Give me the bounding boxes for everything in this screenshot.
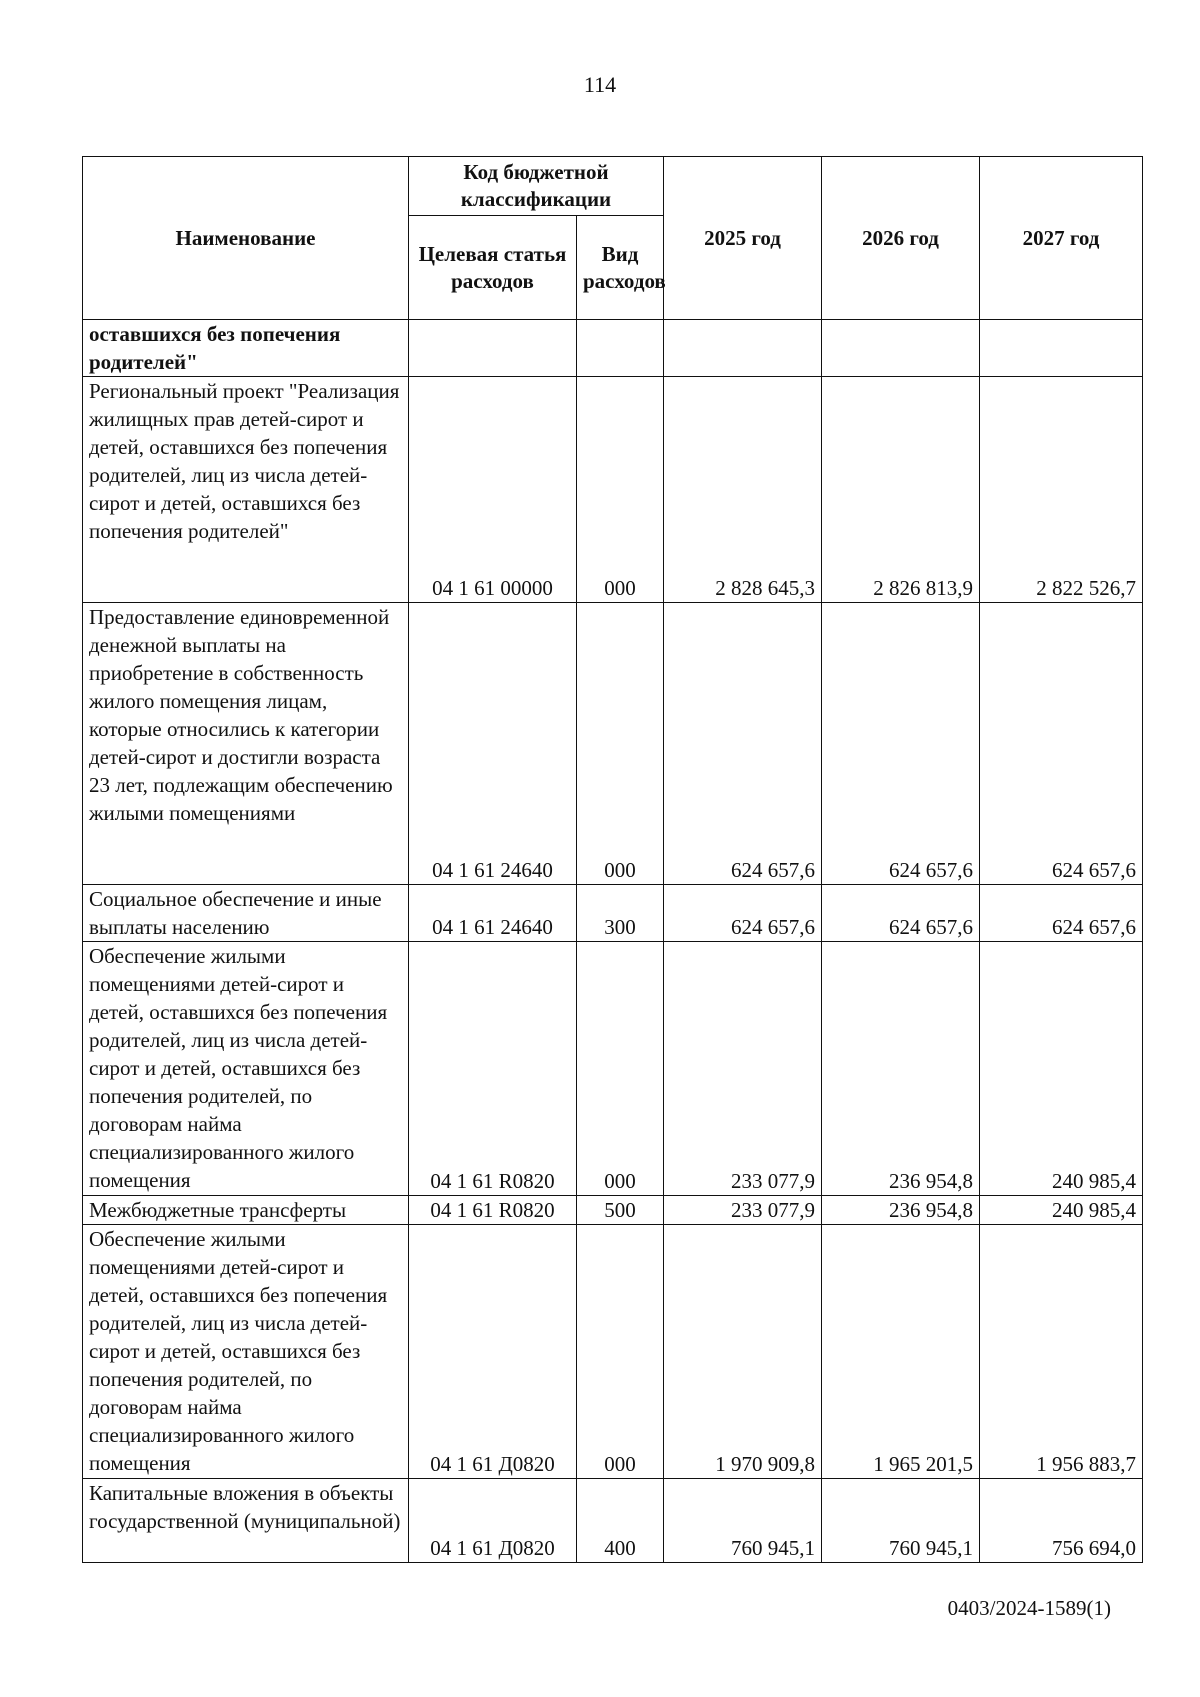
row-name: оставшихся без попечения родителей"	[83, 320, 409, 377]
row-expense-type: 000	[577, 603, 664, 885]
row-value-2026: 624 657,6	[822, 885, 980, 942]
row-value-2027: 756 694,0	[980, 1479, 1143, 1563]
row-name: Региональный проект "Реализация жилищных прав детей-сирот и детей, оставшихся без попечения родителей, лиц из числа детей-сирот и детей, оставшихся без попечения родителей"	[83, 377, 409, 603]
row-name: Межбюджетные трансферты	[83, 1196, 409, 1225]
row-value-2027: 1 956 883,7	[980, 1225, 1143, 1479]
table-row	[83, 1196, 1143, 1225]
table-row	[83, 1225, 1143, 1479]
row-name: Обеспечение жилыми помещениями детей-сирот и детей, оставшихся без попечения родителей, лиц из числа детей-сирот и детей, оставшихся без попечения родителей, по договорам найма специализированного жилого помещения	[83, 1225, 409, 1479]
header-2027: 2027 год	[980, 157, 1143, 320]
row-target-article: 04 1 61 Д0820	[409, 1479, 577, 1563]
row-target-article: 04 1 61 Д0820	[409, 1225, 577, 1479]
table-row	[83, 377, 1143, 603]
row-value-2027: 624 657,6	[980, 603, 1143, 885]
row-value-2025: 760 945,1	[664, 1479, 822, 1563]
row-name: Предоставление единовременной денежной выплаты на приобретение в собственность жилого помещения лицам, которые относились к категории детей-сирот и достигли возраста 23 лет, подлежащим обеспечению жилыми помещениями	[83, 603, 409, 885]
row-value-2025	[664, 320, 822, 377]
header-2026: 2026 год	[822, 157, 980, 320]
row-value-2025: 1 970 909,8	[664, 1225, 822, 1479]
row-expense-type: 400	[577, 1479, 664, 1563]
row-value-2026: 624 657,6	[822, 603, 980, 885]
row-value-2025: 233 077,9	[664, 942, 822, 1196]
table-row	[83, 942, 1143, 1196]
row-value-2027: 624 657,6	[980, 885, 1143, 942]
row-expense-type: 500	[577, 1196, 664, 1225]
row-value-2027: 2 822 526,7	[980, 377, 1143, 603]
row-expense-type	[577, 320, 664, 377]
row-value-2025: 624 657,6	[664, 603, 822, 885]
header-2025: 2025 год	[664, 157, 822, 320]
row-name: Социальное обеспечение и иные выплаты населению	[83, 885, 409, 942]
header-name: Наименование	[83, 157, 409, 320]
table-row	[83, 1479, 1143, 1563]
row-value-2027: 240 985,4	[980, 1196, 1143, 1225]
header-target-article: Целевая статья расходов	[409, 216, 577, 320]
row-target-article: 04 1 61 R0820	[409, 1196, 577, 1225]
row-value-2027	[980, 320, 1143, 377]
row-expense-type: 000	[577, 377, 664, 603]
row-value-2026	[822, 320, 980, 377]
row-value-2026: 236 954,8	[822, 1196, 980, 1225]
page-number: 114	[583, 72, 617, 97]
row-value-2025: 624 657,6	[664, 885, 822, 942]
table-row	[83, 320, 1143, 377]
row-target-article: 04 1 61 24640	[409, 603, 577, 885]
row-value-2026: 760 945,1	[822, 1479, 980, 1563]
row-target-article: 04 1 61 24640	[409, 885, 577, 942]
row-target-article: 04 1 61 00000	[409, 377, 577, 603]
header-code-group: Код бюджетной классификации	[409, 157, 664, 216]
table-row	[83, 885, 1143, 942]
row-name: Обеспечение жилыми помещениями детей-сирот и детей, оставшихся без попечения родителей, лиц из числа детей-сирот и детей, оставшихся без попечения родителей, по договорам найма специализированного жилого помещения	[83, 942, 409, 1196]
row-name: Капитальные вложения в объекты государственной (муниципальной)	[83, 1479, 409, 1563]
row-expense-type: 300	[577, 885, 664, 942]
row-expense-type: 000	[577, 1225, 664, 1479]
row-target-article: 04 1 61 R0820	[409, 942, 577, 1196]
row-expense-type: 000	[577, 942, 664, 1196]
row-value-2025: 2 828 645,3	[664, 377, 822, 603]
row-value-2026: 1 965 201,5	[822, 1225, 980, 1479]
row-value-2026: 236 954,8	[822, 942, 980, 1196]
row-value-2027: 240 985,4	[980, 942, 1143, 1196]
header-expense-type: Вид расходов	[577, 216, 664, 320]
budget-table	[82, 156, 1143, 1563]
document-code: 0403/2024-1589(1)	[947, 1596, 1111, 1620]
row-value-2026: 2 826 813,9	[822, 377, 980, 603]
row-target-article	[409, 320, 577, 377]
row-value-2025: 233 077,9	[664, 1196, 822, 1225]
table-row	[83, 603, 1143, 885]
